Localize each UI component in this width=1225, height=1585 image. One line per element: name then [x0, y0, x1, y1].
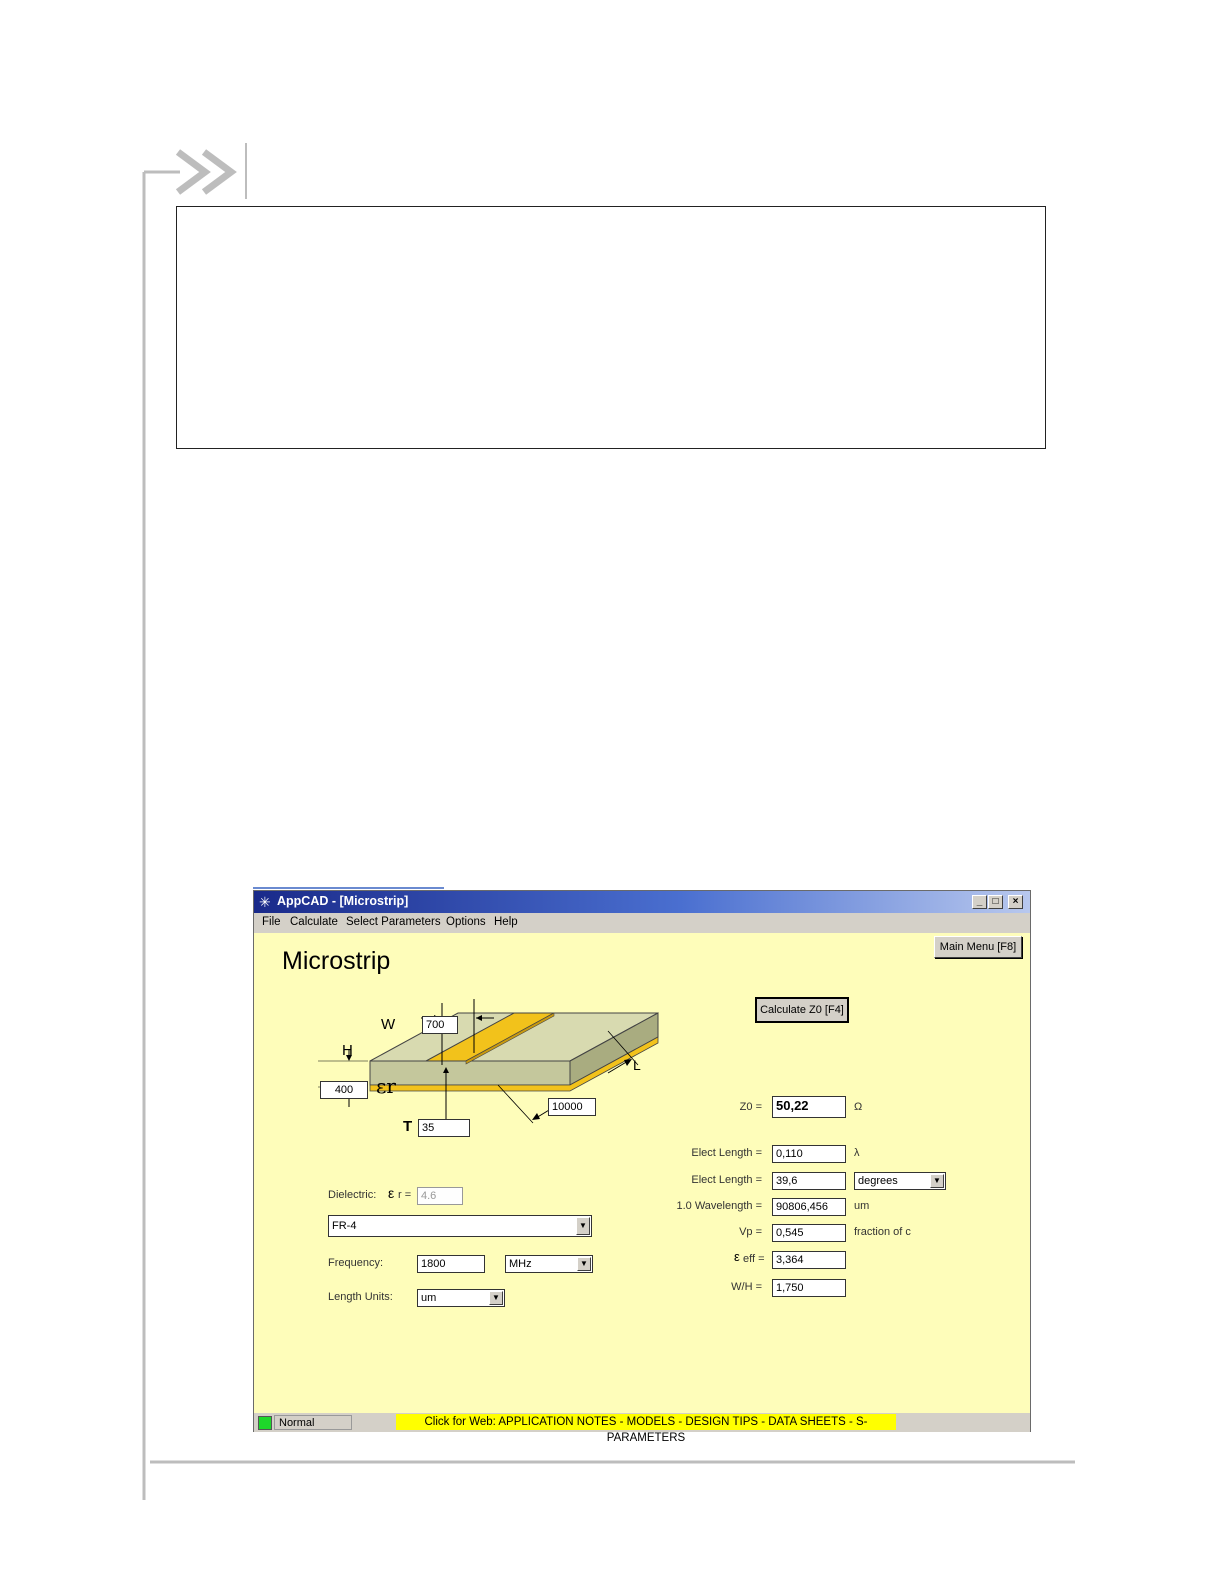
calculate-z0-button[interactable]: Calculate Z0 [F4] [755, 997, 849, 1023]
chevron-down-icon[interactable]: ▼ [930, 1174, 944, 1188]
close-button[interactable]: × [1008, 895, 1023, 909]
h-label: H [342, 1042, 353, 1059]
frequency-input[interactable]: 1800 [417, 1255, 485, 1273]
maximize-button[interactable]: □ [988, 895, 1003, 909]
er-symbol: εr [376, 1074, 396, 1098]
epsilon-eff-symbol: ε [734, 1249, 740, 1264]
wavelength-label: 1.0 Wavelength = [676, 1200, 762, 1212]
menu-select-parameters[interactable]: Select Parameters [346, 916, 441, 928]
length-units-label: Length Units: [328, 1291, 393, 1303]
wh-label: W/H = [731, 1281, 762, 1293]
angle-unit-value: degrees [858, 1175, 898, 1187]
chevron-down-icon[interactable]: ▼ [576, 1217, 590, 1235]
chevron-icon [178, 152, 231, 192]
h-input[interactable]: 400 [320, 1081, 368, 1099]
vp-unit: fraction of c [854, 1226, 911, 1238]
l-label: L [633, 1057, 641, 1073]
status-mode: Normal [274, 1415, 352, 1430]
l-input[interactable]: 10000 [548, 1098, 596, 1116]
z0-label: Z0 = [739, 1101, 762, 1113]
wh-output: 1,750 [772, 1279, 846, 1297]
menu-calculate[interactable]: Calculate [290, 916, 338, 928]
window-title: AppCAD - [Microstrip] [277, 894, 409, 908]
main-menu-button[interactable]: Main Menu [F8] [934, 936, 1022, 958]
frequency-unit-value: MHz [509, 1258, 532, 1270]
z0-output: 50,22 [772, 1096, 846, 1118]
menu-help[interactable]: Help [494, 916, 518, 928]
epsilon-r-input[interactable]: 4.6 [417, 1187, 463, 1205]
elect-length-degrees-label: Elect Length = [691, 1174, 762, 1186]
frequency-label: Frequency: [328, 1257, 384, 1269]
wavelength-output: 90806,456 [772, 1198, 846, 1216]
title-bar [254, 891, 1030, 913]
dielectric-label: Dielectric: [328, 1189, 377, 1201]
w-input[interactable]: 700 [422, 1016, 458, 1034]
epsilon-eff-label: eff = [743, 1253, 765, 1265]
dielectric-material-select[interactable] [328, 1215, 592, 1237]
chevron-down-icon[interactable]: ▼ [577, 1257, 591, 1271]
dielectric-material-value: FR-4 [332, 1220, 357, 1232]
microstrip-panel [258, 933, 1028, 1413]
t-input[interactable]: 35 [418, 1119, 470, 1137]
t-label: T [403, 1118, 413, 1135]
ohm-unit: Ω [854, 1101, 863, 1113]
status-bar [254, 1413, 1030, 1444]
menu-bar [254, 913, 1030, 933]
web-resources-link[interactable]: Click for Web: APPLICATION NOTES - MODELS - DESIGN TIPS - DATA SHEETS - S-PARAMETERS [396, 1414, 896, 1430]
empty-text-frame [176, 206, 1046, 449]
epsilon-eff-output: 3,364 [772, 1251, 846, 1269]
angle-unit-select[interactable] [854, 1172, 946, 1190]
wavelength-unit: um [854, 1200, 870, 1212]
elect-length-degrees-output: 39,6 [772, 1172, 846, 1190]
appcad-logo-icon: ✳ [259, 894, 271, 910]
microstrip-diagram [318, 993, 658, 1143]
w-label: W [381, 1016, 396, 1033]
lambda-unit: λ [854, 1147, 860, 1159]
vp-label: Vp = [739, 1226, 762, 1238]
menu-options[interactable]: Options [446, 916, 486, 928]
elect-length-lambda-label: Elect Length = [691, 1147, 762, 1159]
length-units-value: um [421, 1292, 437, 1304]
appcad-window [253, 890, 1031, 1444]
length-units-select[interactable] [417, 1289, 505, 1307]
chevron-down-icon[interactable]: ▼ [489, 1291, 503, 1305]
minimize-button[interactable]: _ [972, 895, 987, 909]
epsilon-r-label: r = [398, 1189, 412, 1201]
menu-file[interactable]: File [262, 916, 281, 928]
elect-length-lambda-output: 0,110 [772, 1145, 846, 1163]
substrate-front [370, 1061, 570, 1085]
vp-output: 0,545 [772, 1224, 846, 1242]
frequency-unit-select[interactable] [505, 1255, 593, 1273]
epsilon-r-symbol: ε [388, 1185, 395, 1201]
page-title: Microstrip [282, 947, 391, 975]
status-indicator-icon [258, 1416, 272, 1430]
